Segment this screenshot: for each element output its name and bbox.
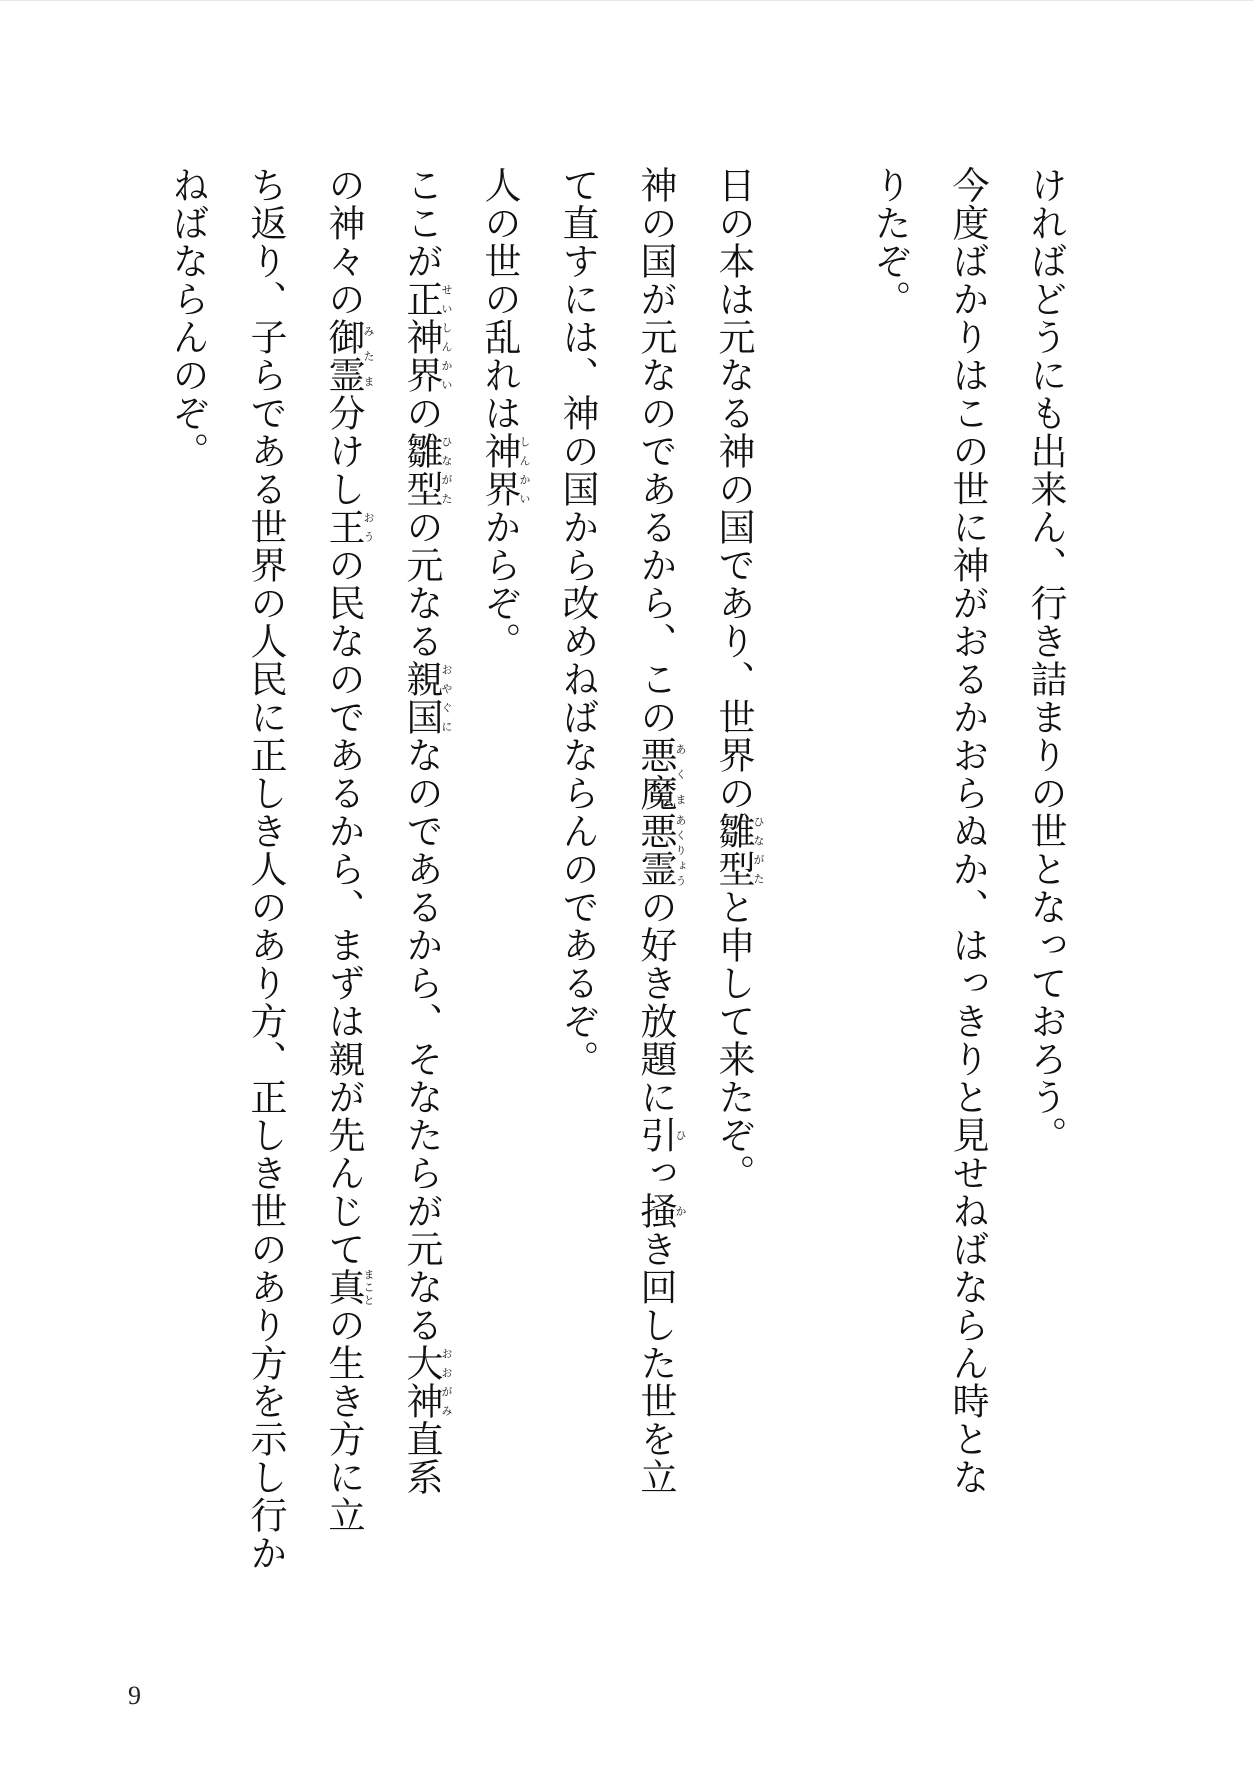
furigana: おう <box>362 508 375 546</box>
ruby-word: 悪魔あくま <box>634 736 687 812</box>
ruby-word: 王おう <box>322 508 375 546</box>
text-line <box>538 166 616 1641</box>
text-run: 直系 <box>400 1420 443 1496</box>
ruby-word: 大神おおがみ <box>400 1344 453 1420</box>
ruby-word: 親国おやぐに <box>400 660 453 736</box>
ruby-word: 雛型ひながた <box>712 812 765 888</box>
furigana: ひながた <box>752 812 765 888</box>
ruby-word: 神界しんかい <box>478 432 531 508</box>
furigana: ひながた <box>440 432 453 508</box>
furigana: か <box>674 1192 687 1230</box>
page-number: 9 <box>128 1681 141 1710</box>
text-line <box>1006 166 1084 1641</box>
text-run: っ <box>634 1154 677 1192</box>
text-run: なのであるから、そなたらが元なる <box>400 736 443 1344</box>
text-run: ねばならんのぞ。 <box>166 166 209 470</box>
text-run: の生き方に立 <box>322 1306 365 1534</box>
ruby-word: 雛型ひながた <box>400 432 453 508</box>
text-run: 分けし <box>322 394 365 508</box>
text-run: き回した世を立 <box>634 1230 677 1496</box>
text-run: 人の世の乱れは <box>478 166 521 432</box>
furigana: ひ <box>674 1116 687 1154</box>
text-run: の神々の <box>322 166 365 318</box>
text-run: の民なのであるから、まずは親が先んじて <box>322 546 365 1268</box>
text-line <box>460 166 538 1641</box>
text-line <box>616 166 694 1641</box>
furigana: あくりょう <box>674 812 687 888</box>
ruby-word: 正神界せいしんかい <box>400 280 453 394</box>
ruby-word: 掻か <box>634 1192 687 1230</box>
text-run: 日の本は元なる神の国であり、世界の <box>712 166 755 812</box>
furigana: おやぐに <box>440 660 453 736</box>
text-run: と申して来たぞ。 <box>712 888 755 1192</box>
ruby-word: 御霊みたま <box>322 318 375 394</box>
furigana: みたま <box>362 318 375 394</box>
text-run: りたぞ。 <box>868 166 911 318</box>
text-run: の好き放題に <box>634 888 677 1116</box>
text-line <box>148 166 226 1641</box>
text-run: からぞ。 <box>478 508 521 660</box>
text-run: ければどうにも出来ん、行き詰まりの世となっておろう。 <box>1024 166 1067 1154</box>
text-line <box>226 166 304 1641</box>
text-run: ここが <box>400 166 443 280</box>
ruby-word: 引ひ <box>634 1116 687 1154</box>
text-line <box>304 166 382 1641</box>
text-run: 神の国が元なのであるから、この <box>634 166 677 736</box>
furigana: おおがみ <box>440 1344 453 1420</box>
text-line <box>382 166 460 1641</box>
text-run: 今度ばかりはこの世に神がおるかおらぬか、はっきりと見せねばならん時とな <box>946 166 989 1496</box>
vertical-text-body <box>148 166 1084 1641</box>
text-line <box>928 166 1006 1641</box>
furigana: あくま <box>674 736 687 812</box>
ruby-word: 真まこと <box>322 1268 375 1306</box>
ruby-word: 悪霊あくりょう <box>634 812 687 888</box>
text-run: ち返り、子らである世界の人民に正しき人のあり方、正しき世のあり方を示し行か <box>244 166 287 1572</box>
text-run: の <box>400 394 443 432</box>
text-line <box>694 166 772 1641</box>
furigana: しんかい <box>518 432 531 508</box>
text-run: の元なる <box>400 508 443 660</box>
text-run: て直すには、神の国から改めねばならんのであるぞ。 <box>556 166 599 1078</box>
furigana: せいしんかい <box>440 280 453 394</box>
text-line <box>850 166 928 1641</box>
furigana: まこと <box>362 1268 375 1306</box>
